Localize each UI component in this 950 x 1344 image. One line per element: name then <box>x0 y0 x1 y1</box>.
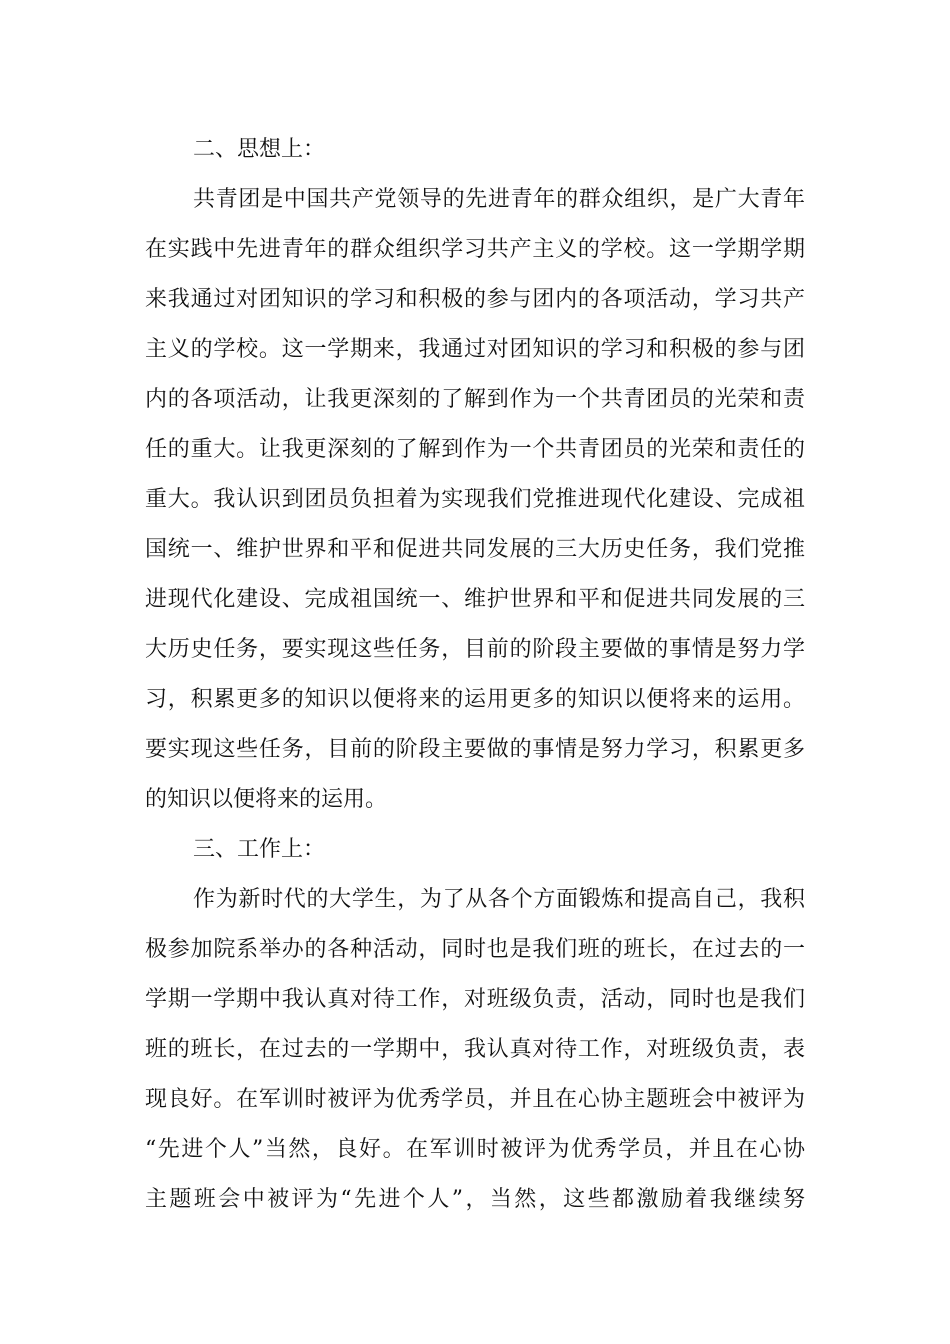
section-heading-thought: 二、思想上： <box>193 137 326 162</box>
paragraph-line: 学期一学期中我认真对待工作，对班级负责，活动，同时也是我们 <box>145 987 805 1012</box>
paragraph-line: 重大。我认识到团员负担着为实现我们党推进现代化建设、完成祖 <box>145 487 805 512</box>
paragraph-line: 主题班会中被评为“先进个人”，当然，这些都激励着我继续努 <box>145 1187 805 1212</box>
paragraph-line: “先进个人”当然，良好。在军训时被评为优秀学员，并且在心协 <box>145 1137 805 1162</box>
paragraph-line: 习，积累更多的知识以便将来的运用更多的知识以便将来的运用。 <box>145 687 805 712</box>
paragraph-line: 共青团是中国共产党领导的先进青年的群众组织，是广大青年 <box>193 187 805 212</box>
paragraph-line: 作为新时代的大学生，为了从各个方面锻炼和提高自己，我积 <box>193 887 805 912</box>
paragraph-line: 大历史任务，要实现这些任务，目前的阶段主要做的事情是努力学 <box>145 637 805 662</box>
paragraph-line: 内的各项活动，让我更深刻的了解到作为一个共青团员的光荣和责 <box>145 387 805 412</box>
paragraph-line: 的知识以便将来的运用。 <box>145 787 388 812</box>
paragraph-line: 在实践中先进青年的群众组织学习共产主义的学校。这一学期学期 <box>145 237 805 262</box>
paragraph-line: 现良好。在军训时被评为优秀学员，并且在心协主题班会中被评为 <box>145 1087 805 1112</box>
paragraph-line: 主义的学校。这一学期来，我通过对团知识的学习和积极的参与团 <box>145 337 805 362</box>
paragraph-line: 极参加院系举办的各种活动，同时也是我们班的班长，在过去的一 <box>145 937 805 962</box>
paragraph-line: 国统一、维护世界和平和促进共同发展的三大历史任务，我们党推 <box>145 537 805 562</box>
paragraph-line: 任的重大。让我更深刻的了解到作为一个共青团员的光荣和责任的 <box>145 437 805 462</box>
paragraph-line: 来我通过对团知识的学习和积极的参与团内的各项活动，学习共产 <box>145 287 805 312</box>
paragraph-line: 进现代化建设、完成祖国统一、维护世界和平和促进共同发展的三 <box>145 587 805 612</box>
paragraph-line: 要实现这些任务，目前的阶段主要做的事情是努力学习，积累更多 <box>145 737 805 762</box>
section-heading-work: 三、工作上： <box>193 837 326 862</box>
paragraph-line: 班的班长，在过去的一学期中，我认真对待工作，对班级负责，表 <box>145 1037 805 1062</box>
